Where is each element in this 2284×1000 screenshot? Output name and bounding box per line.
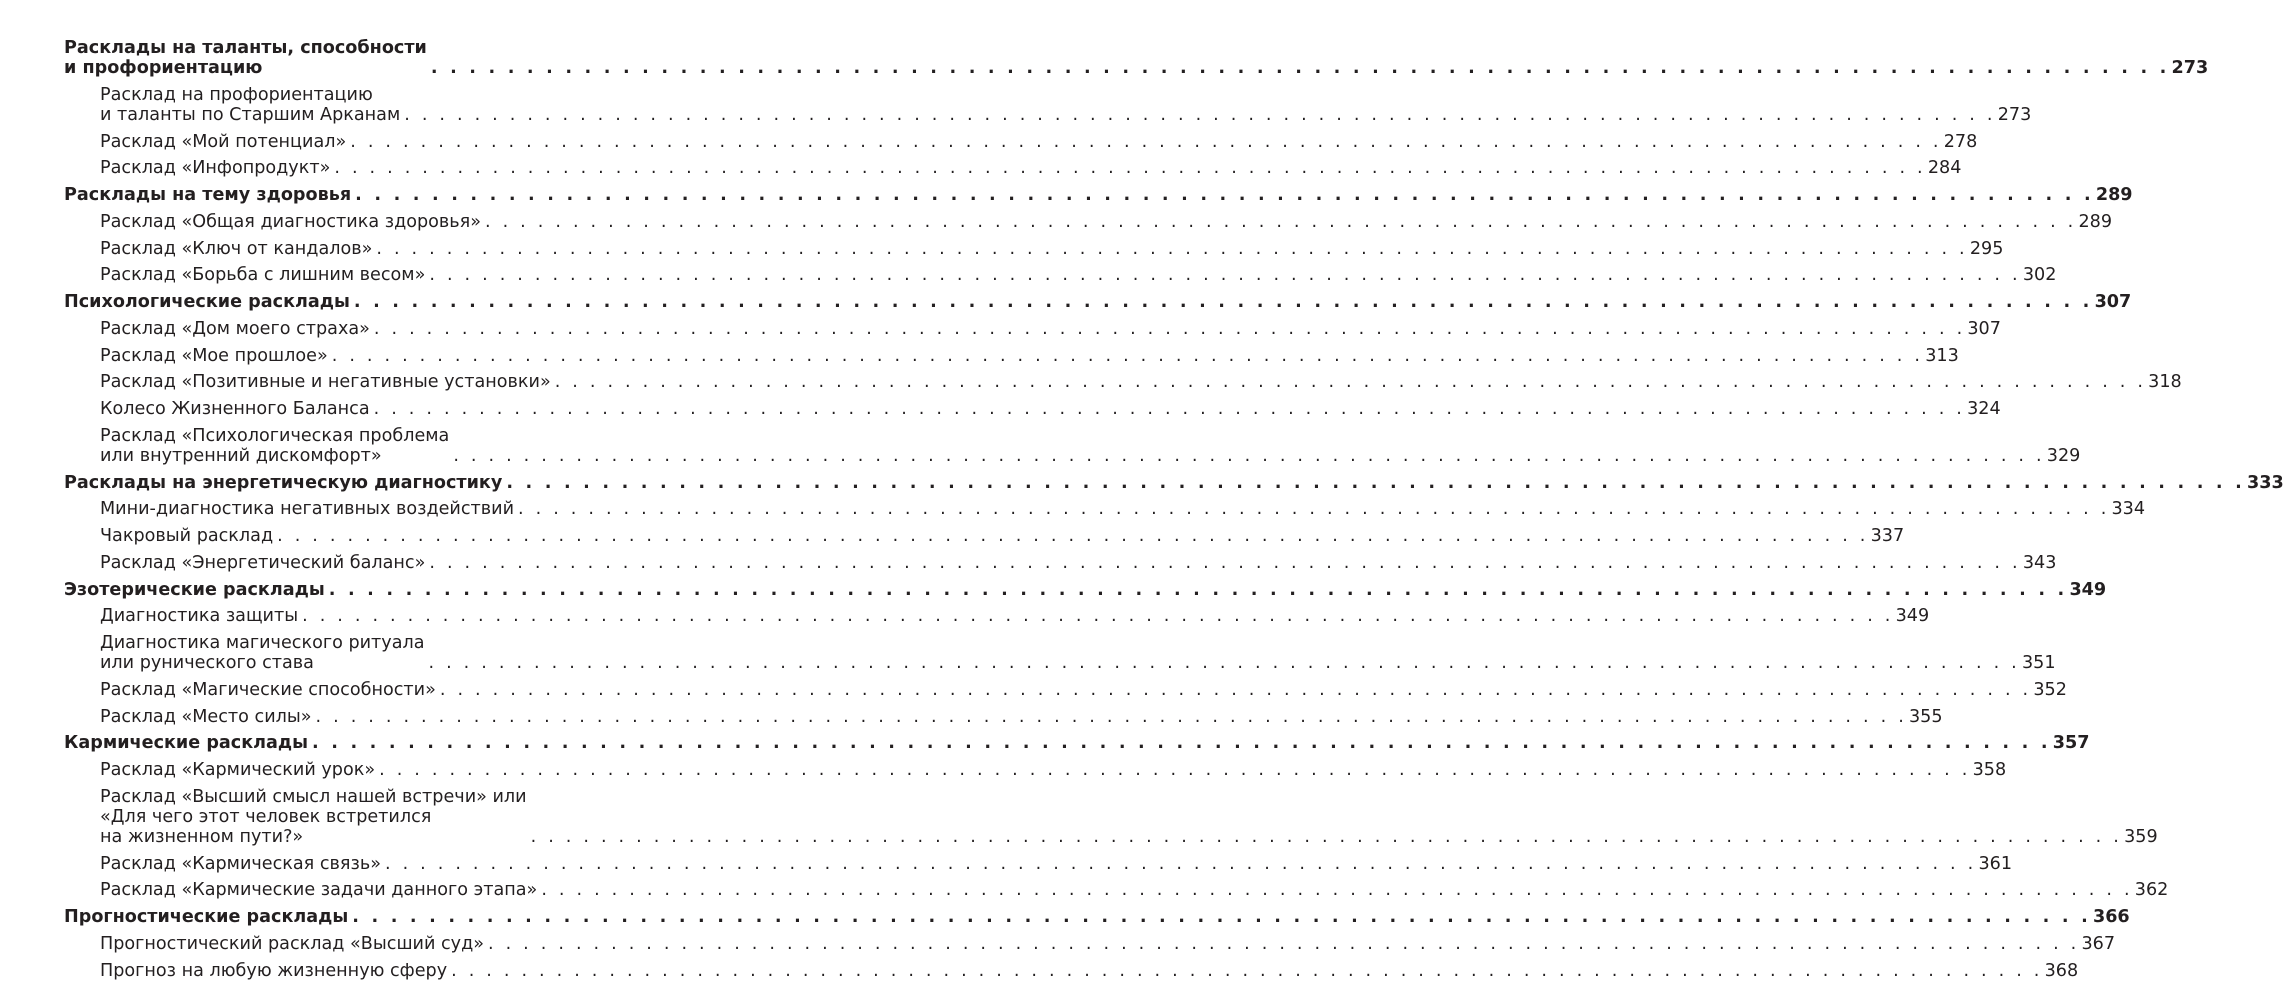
toc-subsection-entry[interactable] xyxy=(64,425,2081,466)
toc-subsection-entry[interactable] xyxy=(64,960,2079,981)
toc-subsection-entry[interactable] xyxy=(64,158,1962,179)
toc-entry-title: Расклад «Высший смысл нашей встречи» или «Для чего этот человек встретился на жизненном пути?» xyxy=(100,786,527,847)
toc-entry-page-number: 273 xyxy=(1997,104,2032,125)
toc-subsection-entry[interactable] xyxy=(64,211,2113,232)
toc-entry-page-number: 349 xyxy=(1895,606,1930,627)
toc-subsection-entry[interactable] xyxy=(64,880,2169,901)
toc-entry-page-number: 343 xyxy=(2022,552,2057,573)
toc-entry-title: Расклад «Позитивные и негативные установки» xyxy=(100,372,551,393)
toc-entry-page-number: 329 xyxy=(2046,445,2081,466)
toc-entry-title: Расклад «Психологическая проблема или внутренний дискомфорт» xyxy=(100,425,450,466)
toc-subsection-entry[interactable] xyxy=(64,318,2001,339)
dot-leader: . . . . . . . . . . . . . . . . . . . . . . . . . . . . . . . . . . . . . . . . . . . . . . . . . . . . . . . . . . . . . . . . . . . . . . . . . . . . . . . . . . . . . . . . . . . xyxy=(541,880,2133,901)
toc-entry-title: Прогностические расклады xyxy=(64,907,349,927)
toc-entry-title: Расклад «Кармические задачи данного этапа» xyxy=(100,880,538,901)
toc-entry-title: Расклады на таланты, способности и профориентацию xyxy=(64,38,427,78)
dot-leader: . . . . . . . . . . . . . . . . . . . . . . . . . . . . . . . . . . . . . . . . . . . . . . . . . . . . . . . . . . . . . . . . . . . . . . . . . . . . . . . . . . . . . . . . . . . xyxy=(312,733,2051,754)
toc-subsection-entry[interactable] xyxy=(64,706,1943,727)
toc-entry-page-number: 295 xyxy=(1969,238,2004,259)
dot-leader: . . . . . . . . . . . . . . . . . . . . . . . . . . . . . . . . . . . . . . . . . . . . . . . . . . . . . . . . . . . . . . . . . . . . . . . . . . . . . . . . . . . . . . . . . . . xyxy=(328,579,2068,600)
toc-subsection-entry[interactable] xyxy=(64,606,1930,627)
toc-subsection-entry[interactable] xyxy=(64,786,2158,847)
toc-entry-page-number: 362 xyxy=(2134,880,2169,901)
toc-entry-title: Расклад «Место силы» xyxy=(100,706,312,727)
toc-section-entry[interactable] xyxy=(64,733,2090,754)
toc-subsection-entry[interactable] xyxy=(64,131,1978,152)
dot-leader: . . . . . . . . . . . . . . . . . . . . . . . . . . . . . . . . . . . . . . . . . . . . . . . . . . . . . . . . . . . . . . . . . . . . . . . . . . . . . . . . . . . . . . . . . . . xyxy=(430,58,2170,78)
toc-entry-title: Расклады на энергетическую диагностику xyxy=(64,472,503,493)
dot-leader: . . . . . . . . . . . . . . . . . . . . . . . . . . . . . . . . . . . . . . . . . . . . . . . . . . . . . . . . . . . . . . . . . . . . . . . . . . . . . . . . . . . . . . . . . . . xyxy=(373,399,1966,419)
toc-entry-page-number: 368 xyxy=(2044,960,2079,981)
toc-entry-title: Расклад «Борьба с лишним весом» xyxy=(100,265,426,286)
dot-leader: . . . . . . . . . . . . . . . . . . . . . . . . . . . . . . . . . . . . . . . . . . . . . . . . . . . . . . . . . . . . . . . . . . . . . . . . . . . . . . . . . . . . . . . . . . . xyxy=(518,499,2110,520)
toc-entry-title: Расклад «Магические способности» xyxy=(100,679,436,700)
toc-entry-page-number: 358 xyxy=(1972,760,2007,780)
toc-entry-title: Диагностика магического ритуала или рунического става xyxy=(100,633,425,673)
toc-entry-page-number: 284 xyxy=(1927,158,1962,179)
toc-subsection-entry[interactable] xyxy=(64,84,2032,125)
toc-entry-title: Расклад «Энергетический баланс» xyxy=(100,552,426,573)
toc-entry-page-number: 337 xyxy=(1870,526,1905,546)
toc-entry-title: Расклад «Дом моего страха» xyxy=(100,318,370,339)
toc-entry-title: Мини-диагностика негативных воздействий xyxy=(100,499,515,520)
dot-leader: . . . . . . . . . . . . . . . . . . . . . . . . . . . . . . . . . . . . . . . . . . . . . . . . . . . . . . . . . . . . . . . . . . . . . . . . . . . . . . . . . . . . . . . . . . . xyxy=(554,372,2147,393)
dot-leader: . . . . . . . . . . . . . . . . . . . . . . . . . . . . . . . . . . . . . . . . . . . . . . . . . . . . . . . . . . . . . . . . . . . . . . . . . . . . . . . . . . . . . . . . . . . xyxy=(302,606,1894,627)
toc-entry-page-number: 307 xyxy=(1967,318,2001,339)
toc-entry-page-number: 333 xyxy=(2247,472,2284,493)
toc-entry-page-number: 318 xyxy=(2148,372,2182,393)
toc-entry-title: Диагностика защиты xyxy=(100,606,299,627)
dot-leader: . . . . . . . . . . . . . . . . . . . . . . . . . . . . . . . . . . . . . . . . . . . . . . . . . . . . . . . . . . . . . . . . . . . . . . . . . . . . . . . . . . . . . . . . . . . xyxy=(439,679,2032,700)
toc-entry-title: Расклад «Инфопродукт» xyxy=(100,158,331,179)
toc-entry-title: Расклад «Кармический урок» xyxy=(100,760,376,780)
toc-entry-page-number: 289 xyxy=(2078,211,2113,232)
toc-subsection-entry[interactable] xyxy=(64,345,1959,366)
dot-leader: . . . . . . . . . . . . . . . . . . . . . . . . . . . . . . . . . . . . . . . . . . . . . . . . . . . . . . . . . . . . . . . . . . . . . . . . . . . . . . . . . . . . . . . . . . . xyxy=(355,185,2094,205)
toc-subsection-entry[interactable] xyxy=(64,760,2007,780)
toc-subsection-entry[interactable] xyxy=(64,633,2056,673)
dot-leader: . . . . . . . . . . . . . . . . . . . . . . . . . . . . . . . . . . . . . . . . . . . . . . . . . . . . . . . . . . . . . . . . . . . . . . . . . . . . . . . . . . . . . . . . . . . xyxy=(277,526,1869,546)
dot-leader: . . . . . . . . . . . . . . . . . . . . . . . . . . . . . . . . . . . . . . . . . . . . . . . . . . . . . . . . . . . . . . . . . . . . . . . . . . . . . . . . . . . . . . . . . . . xyxy=(376,238,1968,259)
table-of-contents xyxy=(64,38,2284,987)
toc-entry-title: Эзотерические расклады xyxy=(64,579,325,600)
dot-leader: . . . . . . . . . . . . . . . . . . . . . . . . . . . . . . . . . . . . . . . . . . . . . . . . . . . . . . . . . . . . . . . . . . . . . . . . . . . . . . . . . . . . . . . . . . . xyxy=(350,131,1942,152)
toc-section-entry[interactable] xyxy=(64,472,2284,493)
toc-section-entry[interactable] xyxy=(64,38,2209,78)
toc-entry-title: Чакровый расклад xyxy=(100,526,274,546)
toc-section-entry[interactable] xyxy=(64,185,2133,205)
toc-entry-page-number: 278 xyxy=(1943,131,1978,152)
toc-entry-page-number: 352 xyxy=(2033,679,2067,700)
toc-entry-page-number: 313 xyxy=(1925,345,1959,366)
dot-leader: . . . . . . . . . . . . . . . . . . . . . . . . . . . . . . . . . . . . . . . . . . . . . . . . . . . . . . . . . . . . . . . . . . . . . . . . . . . . . . . . . . . . . . . . . . . xyxy=(352,907,2091,927)
toc-subsection-entry[interactable] xyxy=(64,499,2146,520)
dot-leader: . . . . . . . . . . . . . . . . . . . . . . . . . . . . . . . . . . . . . . . . . . . . . . . . . . . . . . . . . . . . . . . . . . . . . . . . . . . . . . . . . . . . . . . . . . . xyxy=(453,445,2045,466)
toc-entry-page-number: 334 xyxy=(2111,499,2146,520)
toc-subsection-entry[interactable] xyxy=(64,372,2182,393)
toc-subsection-entry[interactable] xyxy=(64,526,1905,546)
toc-subsection-entry[interactable] xyxy=(64,853,2013,874)
toc-section-entry[interactable] xyxy=(64,907,2130,927)
toc-entry-page-number: 355 xyxy=(1908,706,1943,727)
toc-entry-title: Расклад на профориентацию и таланты по Старшим Арканам xyxy=(100,84,401,125)
toc-entry-page-number: 324 xyxy=(1967,399,2001,419)
toc-subsection-entry[interactable] xyxy=(64,238,2004,259)
dot-leader: . . . . . . . . . . . . . . . . . . . . . . . . . . . . . . . . . . . . . . . . . . . . . . . . . . . . . . . . . . . . . . . . . . . . . . . . . . . . . . . . . . . . . . . . . . . xyxy=(334,158,1926,179)
toc-entry-page-number: 307 xyxy=(2094,292,2132,312)
dot-leader: . . . . . . . . . . . . . . . . . . . . . . . . . . . . . . . . . . . . . . . . . . . . . . . . . . . . . . . . . . . . . . . . . . . . . . . . . . . . . . . . . . . . . . . . . . . xyxy=(428,653,2020,673)
dot-leader: . . . . . . . . . . . . . . . . . . . . . . . . . . . . . . . . . . . . . . . . . . . . . . . . . . . . . . . . . . . . . . . . . . . . . . . . . . . . . . . . . . . . . . . . . . . xyxy=(353,292,2093,312)
toc-subsection-entry[interactable] xyxy=(64,933,2116,954)
toc-entry-page-number: 302 xyxy=(2022,265,2057,286)
dot-leader: . . . . . . . . . . . . . . . . . . . . . . . . . . . . . . . . . . . . . . . . . . . . . . . . . . . . . . . . . . . . . . . . . . . . . . . . . . . . . . . . . . . . . . . . . . . xyxy=(530,826,2123,847)
toc-entry-title: Кармические расклады xyxy=(64,733,309,754)
toc-entry-page-number: 361 xyxy=(1978,853,2013,874)
toc-entry-title: Колесо Жизненного Баланса xyxy=(100,399,370,419)
dot-leader: . . . . . . . . . . . . . . . . . . . . . . . . . . . . . . . . . . . . . . . . . . . . . . . . . . . . . . . . . . . . . . . . . . . . . . . . . . . . . . . . . . . . . . . . . . . xyxy=(429,552,2021,573)
toc-entry-page-number: 273 xyxy=(2171,58,2209,78)
toc-entry-page-number: 359 xyxy=(2124,826,2158,847)
toc-entry-title: Прогностический расклад «Высший суд» xyxy=(100,933,485,954)
dot-leader: . . . . . . . . . . . . . . . . . . . . . . . . . . . . . . . . . . . . . . . . . . . . . . . . . . . . . . . . . . . . . . . . . . . . . . . . . . . . . . . . . . . . . . . . . . . xyxy=(315,706,1907,727)
toc-subsection-entry[interactable] xyxy=(64,679,2067,700)
toc-entry-page-number: 351 xyxy=(2021,653,2056,673)
toc-entry-page-number: 367 xyxy=(2081,933,2116,954)
dot-leader: . . . . . . . . . . . . . . . . . . . . . . . . . . . . . . . . . . . . . . . . . . . . . . . . . . . . . . . . . . . . . . . . . . . . . . . . . . . . . . . . . . . . . . . . . . . xyxy=(384,853,1977,874)
toc-entry-page-number: 289 xyxy=(2095,185,2133,205)
dot-leader: . . . . . . . . . . . . . . . . . . . . . . . . . . . . . . . . . . . . . . . . . . . . . . . . . . . . . . . . . . . . . . . . . . . . . . . . . . . . . . . . . . . . . . . . . . . xyxy=(451,960,2043,981)
toc-entry-title: Прогноз на любую жизненную сферу xyxy=(100,960,448,981)
toc-entry-title: Расклад «Ключ от кандалов» xyxy=(100,238,373,259)
toc-section-entry[interactable] xyxy=(64,292,2132,312)
dot-leader: . . . . . . . . . . . . . . . . . . . . . . . . . . . . . . . . . . . . . . . . . . . . . . . . . . . . . . . . . . . . . . . . . . . . . . . . . . . . . . . . . . . . . . . . . . . xyxy=(404,104,1996,125)
toc-subsection-entry[interactable] xyxy=(64,399,2001,419)
dot-leader: . . . . . . . . . . . . . . . . . . . . . . . . . . . . . . . . . . . . . . . . . . . . . . . . . . . . . . . . . . . . . . . . . . . . . . . . . . . . . . . . . . . . . . . . . . . xyxy=(485,211,2077,232)
toc-entry-page-number: 366 xyxy=(2092,907,2130,927)
dot-leader: . . . . . . . . . . . . . . . . . . . . . . . . . . . . . . . . . . . . . . . . . . . . . . . . . . . . . . . . . . . . . . . . . . . . . . . . . . . . . . . . . . . . . . . . . . . xyxy=(373,318,1966,339)
toc-entry-title: Расклад «Общая диагностика здоровья» xyxy=(100,211,482,232)
toc-entry-title: Психологические расклады xyxy=(64,292,350,312)
toc-subsection-entry[interactable] xyxy=(64,552,2057,573)
toc-entry-title: Расклад «Мой потенциал» xyxy=(100,131,347,152)
toc-section-entry[interactable] xyxy=(64,579,2107,600)
dot-leader: . . . . . . . . . . . . . . . . . . . . . . . . . . . . . . . . . . . . . . . . . . . . . . . . . . . . . . . . . . . . . . . . . . . . . . . . . . . . . . . . . . . . . . . . . . . xyxy=(488,933,2080,954)
toc-entry-title: Расклад «Кармическая связь» xyxy=(100,853,381,874)
toc-entry-title: Расклады на тему здоровья xyxy=(64,185,352,205)
dot-leader: . . . . . . . . . . . . . . . . . . . . . . . . . . . . . . . . . . . . . . . . . . . . . . . . . . . . . . . . . . . . . . . . . . . . . . . . . . . . . . . . . . . . . . . . . . . xyxy=(506,472,2246,493)
dot-leader: . . . . . . . . . . . . . . . . . . . . . . . . . . . . . . . . . . . . . . . . . . . . . . . . . . . . . . . . . . . . . . . . . . . . . . . . . . . . . . . . . . . . . . . . . . . xyxy=(379,760,1971,780)
toc-entry-title: Расклад «Мое прошлое» xyxy=(100,345,328,366)
toc-entry-page-number: 357 xyxy=(2052,733,2090,754)
toc-subsection-entry[interactable] xyxy=(64,265,2057,286)
dot-leader: . . . . . . . . . . . . . . . . . . . . . . . . . . . . . . . . . . . . . . . . . . . . . . . . . . . . . . . . . . . . . . . . . . . . . . . . . . . . . . . . . . . . . . . . . . . xyxy=(331,345,1924,366)
dot-leader: . . . . . . . . . . . . . . . . . . . . . . . . . . . . . . . . . . . . . . . . . . . . . . . . . . . . . . . . . . . . . . . . . . . . . . . . . . . . . . . . . . . . . . . . . . . xyxy=(429,265,2021,286)
toc-entry-page-number: 349 xyxy=(2069,579,2107,600)
